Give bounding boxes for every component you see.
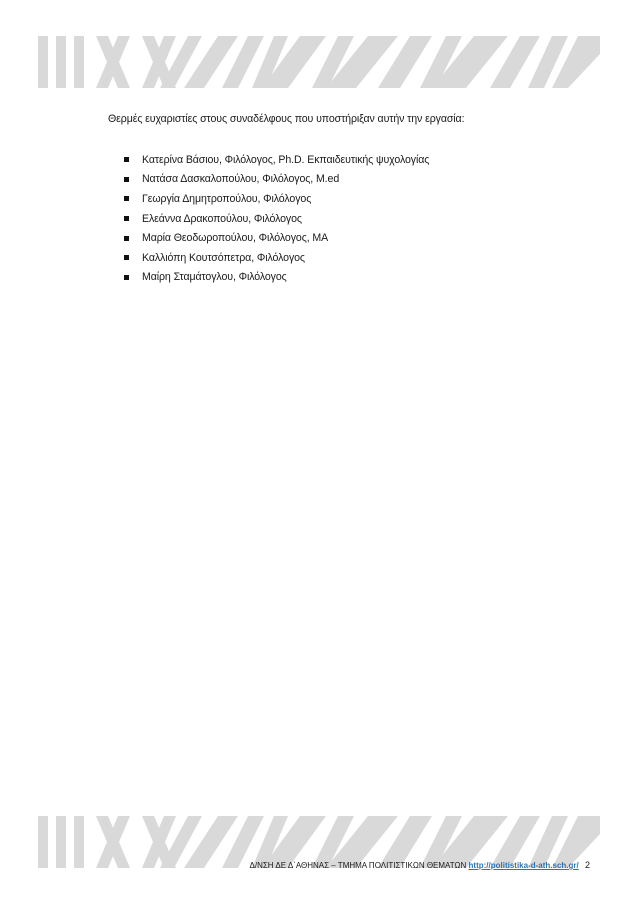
square-bullet-icon bbox=[124, 255, 129, 260]
acknowledgement-list bbox=[124, 150, 429, 287]
list-item-text: Μαρία Θεοδωροπούλου, Φιλόλογος, MA bbox=[142, 232, 329, 245]
list-item bbox=[124, 268, 429, 288]
page-number: 2 bbox=[584, 860, 590, 870]
list-item bbox=[124, 228, 429, 248]
list-item bbox=[124, 170, 429, 190]
square-bullet-icon bbox=[124, 275, 129, 280]
list-item-text: Μαίρη Σταμάτογλου, Φιλόλογος bbox=[142, 271, 287, 284]
list-item-text: Νατάσα Δασκαλοπούλου, Φιλόλογος, M.ed bbox=[142, 173, 340, 186]
square-bullet-icon bbox=[124, 157, 129, 162]
list-item bbox=[124, 209, 429, 229]
page-footer bbox=[0, 860, 590, 870]
list-item-text: Ελεάννα Δρακοπούλου, Φιλόλογος bbox=[142, 212, 302, 225]
header-stripe-pattern bbox=[38, 36, 600, 88]
square-bullet-icon bbox=[124, 216, 129, 221]
list-item bbox=[124, 189, 429, 209]
square-bullet-icon bbox=[124, 236, 129, 241]
footer-website-link[interactable]: http://politistika-d-ath.sch.gr/ bbox=[468, 861, 579, 870]
acknowledgement-intro: Θερμές ευχαριστίες στους συναδέλφους που υποστήριξαν αυτήν την εργασία: bbox=[108, 113, 465, 125]
list-item-text: Καλλιόπη Κουτσόπετρα, Φιλόλογος bbox=[142, 251, 305, 264]
list-item bbox=[124, 248, 429, 268]
list-item bbox=[124, 150, 429, 170]
list-item-text: Κατερίνα Βάσιου, Φιλόλογος, Ph.D. Εκπαιδευτικής ψυχολογίας bbox=[142, 153, 430, 166]
square-bullet-icon bbox=[124, 177, 129, 182]
footer-department-text: Δ/ΝΣΗ ΔΕ Δ΄ΑΘΗΝΑΣ – ΤΜΗΜΑ ΠΟΛΙΤΙΣΤΙΚΩΝ ΘΕΜΑΤΩΝ bbox=[249, 861, 467, 870]
list-item-text: Γεωργία Δημητροπούλου, Φιλόλογος bbox=[142, 192, 312, 205]
square-bullet-icon bbox=[124, 196, 129, 201]
